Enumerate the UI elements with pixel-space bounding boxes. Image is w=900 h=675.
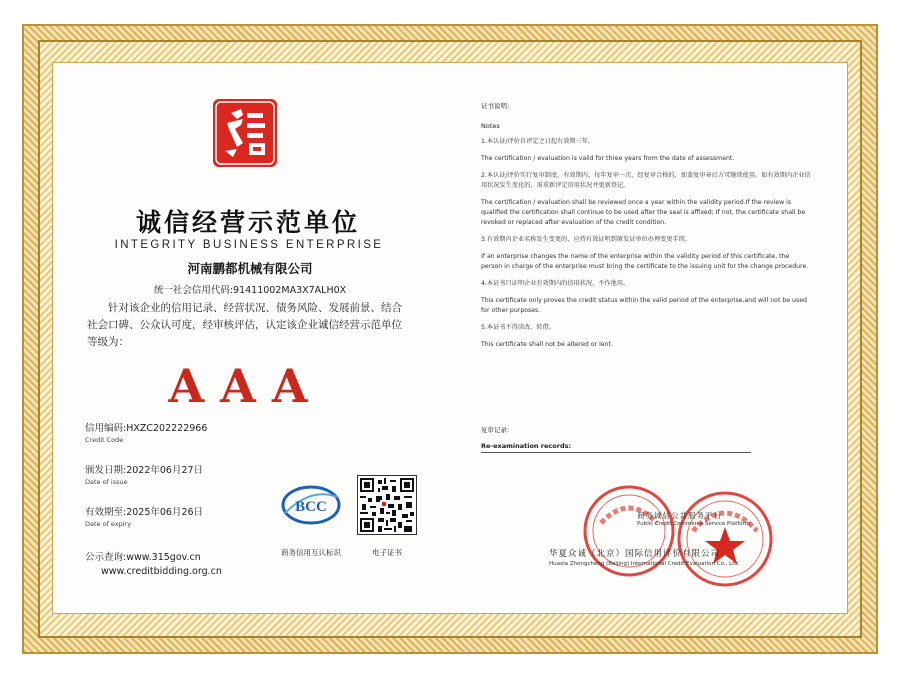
bcc-logo-text: BCC — [295, 499, 327, 515]
issuer-platform-en: Public Credit Commerce Service Platform — [637, 521, 751, 527]
expiry-date-label-en: Date of expiry — [85, 520, 132, 528]
reexam-section — [481, 425, 811, 453]
query-site: 公示查询:www.315gov.cn — [85, 552, 201, 563]
note-item: The certification / evaluation is valid for three years from the date of assessment. — [481, 155, 735, 162]
credit-code-field — [85, 420, 207, 444]
certificate-description: 针对该企业的信用记录、经营状况、债务风险、发展前景、结合社会口碑、公众认可度，经审核评估，认定该企业诚信经营示范单位等级为： — [87, 302, 402, 348]
issue-date-label-en: Date of issue — [85, 478, 128, 486]
note-item: 4.本证书只证明企业有效期内的信用状况，不作他用。 — [481, 280, 630, 287]
unified-credit-code: 统一社会信用代码:91411002MA3X7ALH0X — [153, 285, 347, 296]
credit-grade: AAA — [168, 359, 324, 413]
certificate-title: 诚信经营示范单位 — [135, 208, 360, 237]
note-item: 5.本证书不得涂改、转借。 — [481, 324, 555, 331]
notes-header-en: Notes — [481, 122, 500, 130]
expiry-date-value: 有效期至:2025年06月26日 — [85, 507, 204, 518]
query-site-secondary: www.creditbidding.org.cn — [101, 566, 222, 577]
note-item: 3.有效期内企业名称发生变更的，应持有效证明到原发证单位办理变更手续。 — [481, 236, 692, 243]
issuer-platform: 商务诚信公共服务平台 — [637, 511, 722, 520]
star-seal-icon — [675, 489, 775, 589]
company-name: 河南鹏都机械有限公司 — [187, 261, 313, 276]
integrity-seal-icon — [213, 99, 277, 167]
notes-header-cn: 证书说明: — [481, 102, 510, 110]
expiry-date-field — [85, 504, 203, 528]
qr-code-label: 电子证书 — [372, 548, 402, 557]
certificate-paper — [52, 62, 848, 614]
bcc-logo-icon — [279, 483, 343, 527]
bcc-label: 商务信用互认标识 — [281, 548, 341, 557]
note-item: 2.本认证/评价实行复审制度，有效期内，每年复审一次，经复审合格的，加盖复审章后方可继续使用。如有效期内企业信用状况发生变化的，需重新评定信用状况并更新登记。 — [481, 172, 811, 189]
issuer-name: 华夏众诚（北京）国际信用评价有限公司 — [549, 549, 721, 559]
certificate-title-en: INTEGRITY BUSINESS ENTERPRISE — [114, 239, 384, 251]
note-item: 1.本认证/评价自评定之日起有效期三年。 — [481, 138, 595, 145]
issue-date-field — [85, 462, 203, 486]
issue-date-value: 颁发日期:2022年06月27日 — [85, 465, 204, 476]
qr-code-icon[interactable] — [357, 475, 417, 535]
issuer-name-en: Huaxia Zhongcheng (Beijing) International Credit Evaluation Co., Ltd. — [549, 561, 740, 567]
note-item: This certificate only proves the credit status within the valid period of the enterprise,and will not be used for other purposes. — [481, 297, 807, 314]
note-item: The certification / evaluation shall be reviewed once a year within the validity period.If the review is qualified the certification shall continue to be used after the seal is affixed; If not, the certificate shall be revoked or replaced after evaluation of the credit condition. — [481, 199, 806, 226]
notes-section — [481, 101, 811, 350]
credit-code-label-en: Credit Code — [85, 436, 124, 444]
note-item: This certificate shall not be altered or lent. — [481, 341, 613, 348]
credit-code-value: 信用编码:HXZC202222966 — [85, 423, 208, 434]
reexam-label-cn: 复审记录: — [481, 426, 510, 434]
note-item: If an enterprise changes the name of the enterprise within the validity period of this certificate, the person in charge of the enterprise must bring the certificate to the issuing unit for the change procedure. — [481, 253, 809, 270]
reexam-label-en: Re-examination records: — [481, 442, 751, 453]
